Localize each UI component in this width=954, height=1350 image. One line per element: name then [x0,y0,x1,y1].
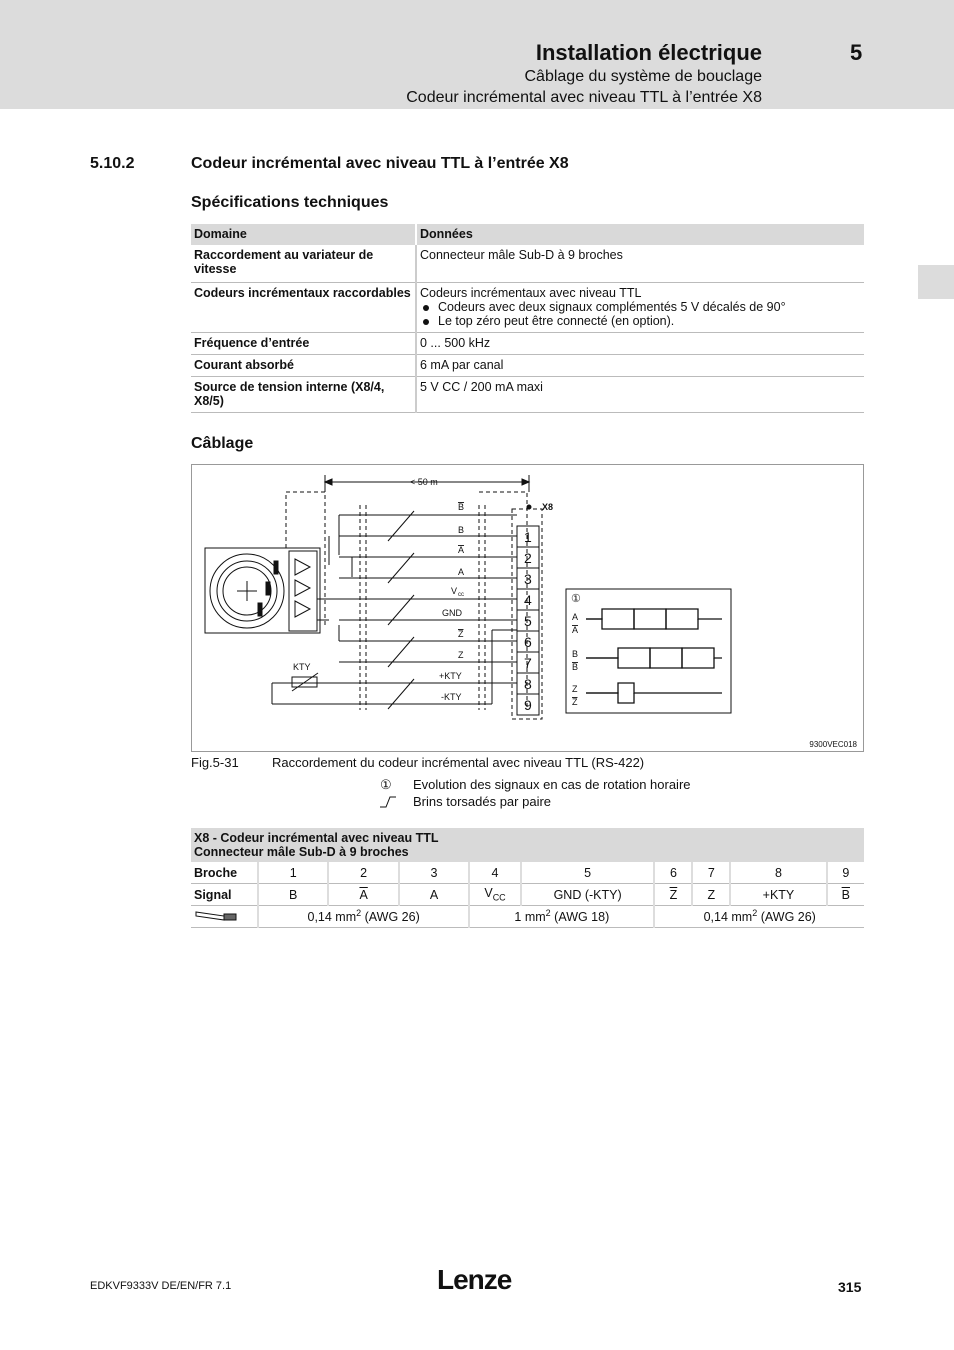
signal-cell: +KTY [730,884,826,906]
signal-label: Z [458,629,464,639]
cable-size: 1 mm [514,910,546,925]
wiring-diagram [191,464,864,752]
signal-cell: A [399,884,469,906]
spec-label: Source de tension interne (X8/4, X8/5) [191,377,416,413]
cable-awg: (AWG 26) [364,910,420,925]
legend-text: Evolution des signaux en cas de rotation horaire [413,777,691,792]
cable-cell [654,906,864,928]
signal-cell: GND (-KTY) [521,884,655,906]
spec-label: Codeurs incrémentaux raccordables [191,283,416,333]
figure-caption: Raccordement du codeur incrémental avec niveau TTL (RS-422) [272,755,645,770]
timing-label: B [572,662,579,672]
superscript: 2 [752,908,758,919]
pinout-title-1: X8 - Codeur incrémental avec niveau TTL [194,831,439,845]
pinout-title-row [191,828,864,862]
signal-cell [654,884,692,906]
signal-label: B [458,502,465,512]
spec-bullets [420,300,861,328]
chapter-side-tab [918,265,954,299]
cable-awg: (AWG 18) [554,910,610,925]
vcc-subscript: cc [458,592,464,598]
signal-cell [328,884,398,906]
signal-label: A [458,567,465,577]
spec-label: Fréquence d’entrée [191,333,416,355]
signal-label: V [451,586,458,596]
signal-label: Z [458,650,464,660]
cable-cell [469,906,654,928]
cable-size: 0,14 mm [307,910,357,925]
pinout-table [191,828,864,928]
signal-label: B [458,525,465,535]
header-subtitle-1: Câblage du système de bouclage [524,68,762,85]
pin-number: 2 [524,550,532,566]
pin-number: 1 [524,529,532,545]
signal-label: -KTY [441,692,462,702]
legend-symbol: ① [380,777,392,792]
list-item: Le top zéro peut être connecté (en option). [420,314,861,328]
wiring-heading: Câblage [191,435,254,452]
timing-label: A [572,612,579,622]
spec-value: 6 mA par canal [416,355,864,377]
timing-label: B [572,649,579,659]
timing-label: Z [572,697,578,707]
cable-icon [194,908,238,922]
signal-label: GND [442,608,462,618]
signal-cell: B [258,884,328,906]
superscript: 2 [545,908,551,919]
figure-number: Fig.5-31 [191,755,239,770]
cable-awg: (AWG 26) [760,910,816,925]
pin-cell: 3 [399,862,469,884]
lenze-logo: Lenze [437,1264,512,1295]
connector-label: X8 [542,502,554,512]
figure-reference: 9300VEC018 [809,740,857,749]
signal-text: $\overline{Z}$ [669,887,678,902]
table-row [191,355,864,377]
kty-label: KTY [293,662,311,672]
document-id: EDKVF9333V DE/EN/FR 7.1 [90,1280,232,1292]
superscript: 2 [356,908,362,919]
specs-heading: Spécifications techniques [191,194,389,211]
pin-cell: 5 [521,862,655,884]
table-row [191,377,864,413]
pin-cell: 2 [328,862,398,884]
spec-value: 5 V CC / 200 mA maxi [416,377,864,413]
legend-text: Brins torsadés par paire [413,794,552,809]
pin-cell: 1 [258,862,328,884]
signal-cell [827,884,864,906]
header-subtitle-2: Codeur incrémental avec niveau TTL à l’entrée X8 [406,89,762,106]
signal-text: V [484,886,493,901]
encoder-housing [205,548,320,633]
pin-cell: 9 [827,862,864,884]
pin-cell: 7 [692,862,730,884]
chapter-number: 5 [850,40,863,65]
cable-size: 0,14 mm [703,910,753,925]
timing-label: A [572,625,579,635]
pin-cell: 6 [654,862,692,884]
specs-header-row [191,224,864,245]
table-row [191,283,864,333]
signal-text: $\overline{A}$ [359,887,368,902]
pin-cell: 8 [730,862,826,884]
pin-number: 5 [524,613,532,629]
spec-value: 0 ... 500 kHz [416,333,864,355]
spec-value: Codeurs incrémentaux avec niveau TTL [420,286,642,300]
spec-label: Courant absorbé [191,355,416,377]
specs-table [191,224,864,413]
table-row [191,245,864,283]
table-row [191,884,864,906]
signal-cell: Z [692,884,730,906]
table-row [191,906,864,928]
timing-label: Z [572,684,578,694]
row-label: Signal [191,884,258,906]
signal-cell [469,884,521,906]
vcc-subscript: CC [492,892,506,903]
pin-number: 4 [524,592,532,608]
signal-label: A [458,545,465,555]
twisted-pair-icon [378,795,398,809]
pin-number: 8 [524,676,532,692]
list-item: Codeurs avec deux signaux complémentés 5 V décalés de 90° [420,300,861,314]
spec-value: Connecteur mâle Sub-D à 9 broches [416,245,864,283]
cable-cell [258,906,469,928]
signal-label: +KTY [439,671,462,681]
page-number: 315 [838,1279,862,1295]
section-title: Codeur incrémental avec niveau TTL à l’entrée X8 [191,155,569,172]
signal-text: $\overline{B}$ [841,887,850,902]
timing-marker: ① [571,593,581,605]
table-row [191,862,864,884]
specs-col-domain: Domaine [191,224,416,245]
row-label: Broche [191,862,258,884]
distance-label: < 50 m [410,477,438,487]
pin-number: 7 [524,655,532,671]
pinout-title [191,828,864,862]
page-header [0,0,954,109]
table-row [191,333,864,355]
spec-value-cell [416,283,864,333]
spec-label: Raccordement au variateur de vitesse [191,245,416,283]
specs-col-data: Données [416,224,864,245]
timing-diagram [566,589,731,713]
cable-icon-cell [191,906,258,928]
header-title: Installation électrique [535,40,762,65]
section-number: 5.10.2 [90,155,135,172]
pinout-title-2: Connecteur mâle Sub-D à 9 broches [194,845,409,859]
pin-number: 9 [524,697,532,713]
pin-number: 6 [524,634,532,650]
pin-number: 3 [524,571,532,587]
pin-cell: 4 [469,862,521,884]
wiring-diagram-svg [192,465,863,751]
